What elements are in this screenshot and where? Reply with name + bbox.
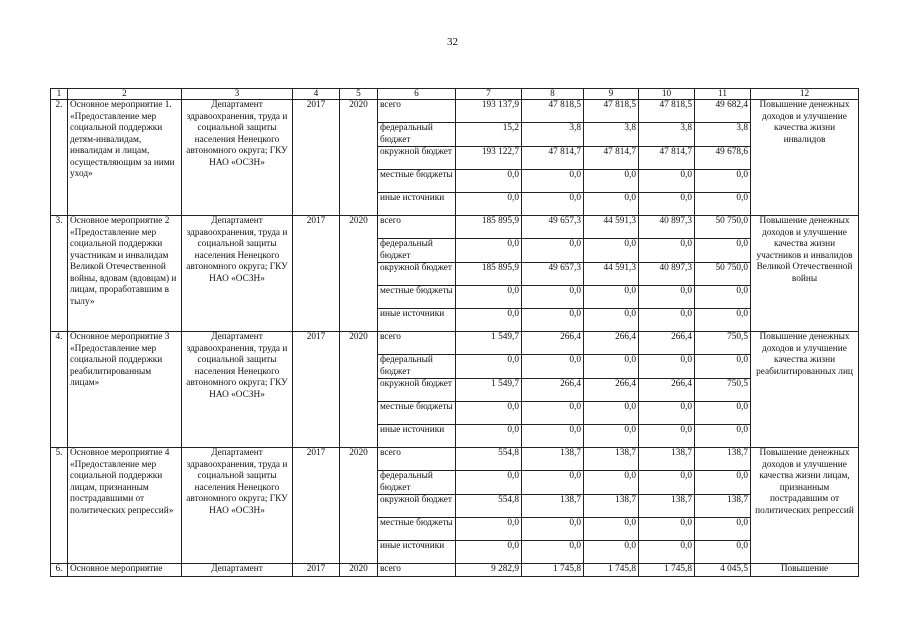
funding-value: 49 678,6 (695, 147, 751, 170)
funding-value: 0,0 (522, 170, 584, 193)
funding-value: 50 750,0 (695, 263, 751, 286)
funding-value: 193 122,7 (456, 147, 522, 170)
funding-value: 0,0 (456, 309, 522, 332)
funding-value: 0,0 (639, 286, 695, 309)
column-number: 9 (584, 89, 639, 100)
column-number: 12 (751, 89, 859, 100)
funding-value: 138,7 (584, 448, 639, 471)
funding-value: 47 818,5 (639, 100, 695, 123)
end-year: 2020 (340, 332, 378, 448)
funding-value: 0,0 (522, 193, 584, 216)
funding-value: 0,0 (639, 193, 695, 216)
funding-source: иные источники (378, 541, 456, 564)
funding-source: всего (378, 332, 456, 355)
column-number: 1 (51, 89, 68, 100)
funding-source: окружной бюджет (378, 147, 456, 170)
end-year: 2020 (340, 100, 378, 216)
funding-value: 1 549,7 (456, 379, 522, 402)
funding-value: 0,0 (695, 402, 751, 425)
funding-value: 0,0 (456, 355, 522, 379)
funding-value: 47 814,7 (584, 147, 639, 170)
column-number: 6 (378, 89, 456, 100)
responsible-executor: Департамент (182, 564, 293, 577)
page-number: 32 (447, 36, 458, 48)
funding-source: федеральный бюджет (378, 239, 456, 263)
activity-row (51, 100, 859, 123)
funding-source: федеральный бюджет (378, 355, 456, 379)
funding-source: иные источники (378, 309, 456, 332)
funding-value: 138,7 (639, 495, 695, 518)
expected-result: Повышение денежных доходов и улучшение качества жизни лицам, признанным пострадавшим от политических репрессий (751, 448, 859, 564)
activity-name: Основное мероприятие 1. «Предоставление мер социальной поддержки детям-инвалидам, инвалидам и лицам, осуществляющим за ними уход» (68, 100, 182, 216)
responsible-executor: Департамент здравоохранения, труда и социальной защиты населения Ненецкого автономного округа; ГКУ НАО «ОСЗН» (182, 100, 293, 216)
funding-value: 9 282,9 (456, 564, 522, 577)
row-number: 6. (51, 564, 68, 577)
start-year: 2017 (293, 216, 340, 332)
funding-value: 40 897,3 (639, 216, 695, 239)
funding-value: 0,0 (639, 355, 695, 379)
end-year: 2020 (340, 216, 378, 332)
funding-value: 266,4 (639, 332, 695, 355)
funding-value: 138,7 (695, 448, 751, 471)
funding-value: 0,0 (522, 355, 584, 379)
funding-source: окружной бюджет (378, 495, 456, 518)
funding-value: 0,0 (695, 170, 751, 193)
funding-value: 1 745,8 (522, 564, 584, 577)
funding-value: 50 750,0 (695, 216, 751, 239)
funding-value: 0,0 (522, 239, 584, 263)
start-year: 2017 (293, 332, 340, 448)
funding-value: 0,0 (584, 402, 639, 425)
funding-value: 0,0 (639, 402, 695, 425)
funding-value: 750,5 (695, 379, 751, 402)
funding-source: всего (378, 448, 456, 471)
funding-value: 138,7 (639, 448, 695, 471)
column-number: 10 (639, 89, 695, 100)
responsible-executor: Департамент здравоохранения, труда и социальной защиты населения Ненецкого автономного округа; ГКУ НАО «ОСЗН» (182, 448, 293, 564)
row-number: 3. (51, 216, 68, 332)
funding-value: 0,0 (639, 170, 695, 193)
funding-source: федеральный бюджет (378, 123, 456, 147)
funding-value: 3,8 (695, 123, 751, 147)
funding-value: 0,0 (456, 425, 522, 448)
start-year: 2017 (293, 448, 340, 564)
funding-value: 266,4 (584, 379, 639, 402)
column-number-row (51, 89, 859, 100)
activity-name: Основное мероприятие 2 «Предоставление мер социальной поддержки участникам и инвалидам Великой Отечественной войны, вдовам (вдовцам) и лицам, проработавшим в тылу» (68, 216, 182, 332)
column-number: 11 (695, 89, 751, 100)
funding-value: 0,0 (695, 286, 751, 309)
funding-value: 0,0 (522, 425, 584, 448)
funding-value: 47 818,5 (584, 100, 639, 123)
funding-source: федеральный бюджет (378, 471, 456, 495)
funding-value: 0,0 (456, 239, 522, 263)
funding-value: 0,0 (522, 471, 584, 495)
funding-value: 0,0 (522, 309, 584, 332)
funding-value: 0,0 (522, 518, 584, 541)
column-number: 3 (182, 89, 293, 100)
funding-value: 1 745,8 (584, 564, 639, 577)
funding-value: 0,0 (695, 193, 751, 216)
funding-value: 0,0 (456, 541, 522, 564)
expected-result: Повышение (751, 564, 859, 577)
expected-result: Повышение денежных доходов и улучшение качества жизни реабилитированных лиц (751, 332, 859, 448)
funding-source: местные бюджеты (378, 286, 456, 309)
funding-value: 266,4 (639, 379, 695, 402)
funding-value: 554,8 (456, 448, 522, 471)
funding-value: 266,4 (522, 332, 584, 355)
column-number: 8 (522, 89, 584, 100)
funding-source: иные источники (378, 193, 456, 216)
funding-value: 44 591,3 (584, 263, 639, 286)
funding-value: 0,0 (639, 309, 695, 332)
activity-row (51, 332, 859, 355)
funding-value: 1 745,8 (639, 564, 695, 577)
row-number: 2. (51, 100, 68, 216)
funding-value: 0,0 (639, 518, 695, 541)
funding-source: всего (378, 564, 456, 577)
funding-value: 44 591,3 (584, 216, 639, 239)
funding-value: 0,0 (584, 239, 639, 263)
funding-value: 185 895,9 (456, 263, 522, 286)
start-year: 2017 (293, 564, 340, 577)
funding-value: 0,0 (639, 541, 695, 564)
activity-name: Основное мероприятие (68, 564, 182, 577)
column-number: 5 (340, 89, 378, 100)
funding-value: 47 814,7 (522, 147, 584, 170)
program-activities-table (50, 88, 859, 577)
funding-value: 3,8 (639, 123, 695, 147)
funding-value: 0,0 (695, 541, 751, 564)
funding-value: 0,0 (584, 471, 639, 495)
responsible-executor: Департамент здравоохранения, труда и социальной защиты населения Ненецкого автономного округа; ГКУ НАО «ОСЗН» (182, 332, 293, 448)
funding-value: 0,0 (456, 170, 522, 193)
funding-source: окружной бюджет (378, 379, 456, 402)
funding-value: 0,0 (456, 402, 522, 425)
activity-row (51, 216, 859, 239)
funding-value: 0,0 (584, 309, 639, 332)
activity-name: Основное мероприятие 4 «Предоставление мер социальной поддержки лицам, признанным пострадавшими от политических репрессий» (68, 448, 182, 564)
funding-value: 0,0 (695, 425, 751, 448)
funding-value: 0,0 (584, 425, 639, 448)
column-number: 2 (68, 89, 182, 100)
funding-value: 185 895,9 (456, 216, 522, 239)
funding-source: всего (378, 216, 456, 239)
funding-value: 47 818,5 (522, 100, 584, 123)
column-number: 4 (293, 89, 340, 100)
funding-value: 266,4 (584, 332, 639, 355)
activity-row (51, 448, 859, 471)
funding-value: 1 549,7 (456, 332, 522, 355)
funding-value: 0,0 (695, 239, 751, 263)
responsible-executor: Департамент здравоохранения, труда и социальной защиты населения Ненецкого автономного округа; ГКУ НАО «ОСЗН» (182, 216, 293, 332)
activity-row (51, 564, 859, 577)
funding-source: местные бюджеты (378, 402, 456, 425)
funding-value: 0,0 (584, 170, 639, 193)
funding-value: 0,0 (522, 541, 584, 564)
funding-value: 0,0 (639, 471, 695, 495)
funding-value: 554,8 (456, 495, 522, 518)
funding-source: всего (378, 100, 456, 123)
funding-value: 4 045,5 (695, 564, 751, 577)
activity-name: Основное мероприятие 3 «Предоставление мер социальной поддержки реабилитированным лицам» (68, 332, 182, 448)
funding-value: 49 657,3 (522, 216, 584, 239)
expected-result: Повышение денежных доходов и улучшение качества жизни участников и инвалидов Великой Отечественной войны (751, 216, 859, 332)
funding-value: 750,5 (695, 332, 751, 355)
funding-value: 0,0 (584, 286, 639, 309)
funding-value: 0,0 (584, 355, 639, 379)
funding-value: 0,0 (456, 193, 522, 216)
column-number: 7 (456, 89, 522, 100)
funding-source: местные бюджеты (378, 518, 456, 541)
funding-value: 0,0 (584, 518, 639, 541)
funding-value: 49 682,4 (695, 100, 751, 123)
end-year: 2020 (340, 448, 378, 564)
funding-value: 138,7 (695, 495, 751, 518)
funding-value: 0,0 (584, 541, 639, 564)
funding-value: 138,7 (584, 495, 639, 518)
funding-value: 3,8 (522, 123, 584, 147)
funding-value: 15,2 (456, 123, 522, 147)
funding-source: иные источники (378, 425, 456, 448)
funding-value: 0,0 (584, 193, 639, 216)
end-year: 2020 (340, 564, 378, 577)
funding-value: 0,0 (456, 518, 522, 541)
funding-value: 0,0 (639, 239, 695, 263)
funding-value: 193 137,9 (456, 100, 522, 123)
funding-value: 266,4 (522, 379, 584, 402)
funding-value: 3,8 (584, 123, 639, 147)
funding-source: окружной бюджет (378, 263, 456, 286)
funding-value: 138,7 (522, 495, 584, 518)
start-year: 2017 (293, 100, 340, 216)
funding-value: 0,0 (695, 518, 751, 541)
funding-source: местные бюджеты (378, 170, 456, 193)
funding-value: 0,0 (695, 471, 751, 495)
row-number: 4. (51, 332, 68, 448)
funding-value: 0,0 (695, 355, 751, 379)
funding-value: 47 814,7 (639, 147, 695, 170)
funding-value: 0,0 (695, 309, 751, 332)
funding-value: 0,0 (522, 286, 584, 309)
funding-value: 0,0 (456, 471, 522, 495)
funding-value: 0,0 (522, 402, 584, 425)
row-number: 5. (51, 448, 68, 564)
funding-value: 49 657,3 (522, 263, 584, 286)
funding-value: 0,0 (639, 425, 695, 448)
funding-value: 0,0 (456, 286, 522, 309)
funding-value: 138,7 (522, 448, 584, 471)
funding-value: 40 897,3 (639, 263, 695, 286)
expected-result: Повышение денежных доходов и улучшение качества жизни инвалидов (751, 100, 859, 216)
